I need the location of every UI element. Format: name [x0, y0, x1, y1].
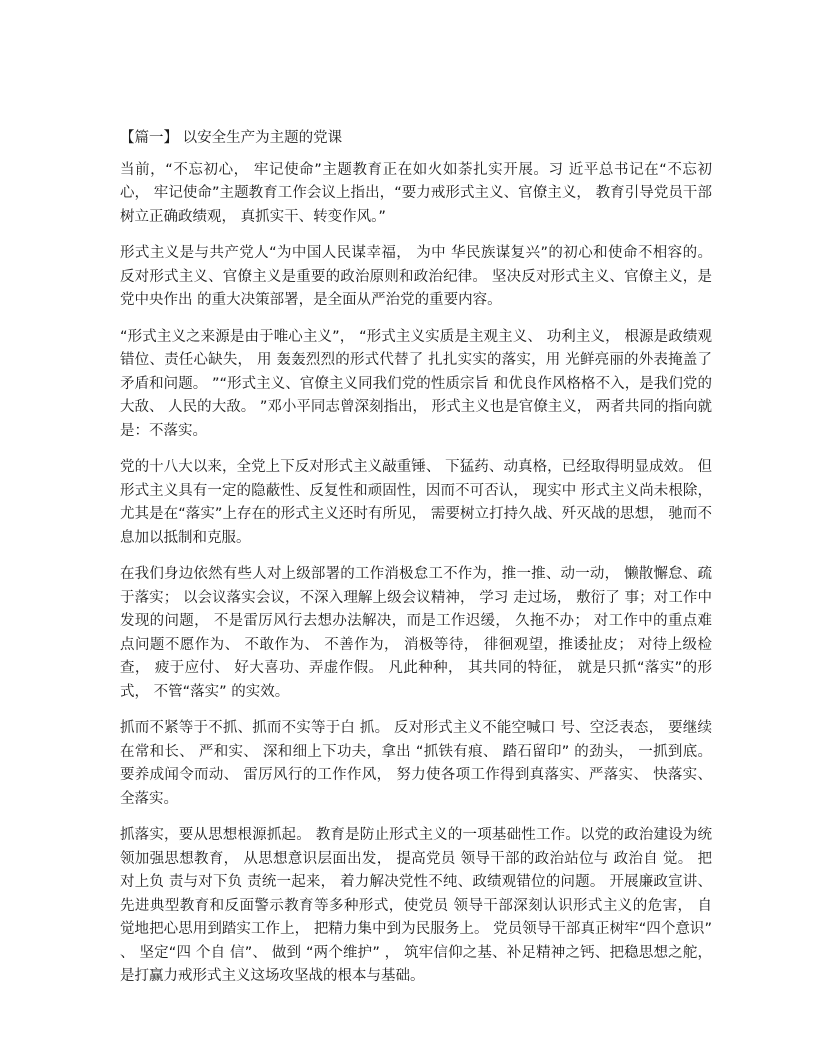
paragraph: 抓落实，要从思想根源抓起。 教育是防止形式主义的一项基础性工作。以党的政治建设为统领加强思想教育， 从思想意识层面出发， 提高党员 领导干部的政治站位与 政治自 觉。 把对上负 责与对下负 责统一起来， 着力解决党性不纯、政绩观错位的问题。 开展廉政宣讲、 先进典型教育和反面警示教育等多种形式，使党员 领导干部深刻认识形式主义的危害， 自 觉地把心思用到踏实工作上， 把精力集中到为民服务上。 党员领导干部真正树牢“四个意识” 、 坚定“四 个自 信”、 做到 “两个维护” ， 筑牢信仰之基、补足精神之钙、把稳思想之舵， 是打赢力戒形式主义这场攻坚战的根本与基础。	[120, 827, 712, 984]
document-title: 【篇一】 以安全生产为主题的党课	[120, 130, 343, 146]
document-page	[120, 127, 712, 1002]
paragraph: 形式主义是与共产党人“为中国人民谋幸福， 为中 华民族谋复兴”的初心和使命不相容的。 反对形式主义、官僚主义是重要的政治原则和政治纪律。 坚决反对形式主义、官僚主义，是党中央作出 的重大决策部署，是全面从严治党的重要内容。	[120, 245, 712, 308]
paragraph: 当前，“不忘初心， 牢记使命”主题教育正在如火如荼扎实开展。习 近平总书记在“不忘初心， 牢记使命”主题教育工作会议上指出，“要力戒形式主义、官僚主义， 教育引导党员干部树立正确政绩观， 真抓实干、转变作风。”	[120, 161, 712, 225]
paragraph: 抓而不紧等于不抓、抓而不实等于白 抓。 反对形式主义不能空喊口 号、空泛表态， 要继续在常和长、 严和实、 深和细上下功夫，拿出 “抓铁有痕、 踏石留印” 的劲头， 一抓到底。 要养成闻令而动、 雷厉风行的工作作风， 努力使各项工作得到真落实、严落实、 快落实、全落实。	[120, 720, 712, 807]
paragraph: 在我们身边依然有些人对上级部署的工作消极怠工不作为，推一推、动一动， 懒散懈怠、疏于落实； 以会议落实会议，不深入理解上级会议精神， 学习 走过场， 敷衍了 事；对工作中发现的问题， 不是雷厉风行去想办法解决，而是工作迟缓， 久拖不办； 对工作中的重点难点问题不愿作为、 不敢作为、 不善作为， 消极等待， 徘徊观望，推诿扯皮； 对待上级检查， 疲于应付、 好大喜功、弄虚作假。 凡此种种， 其共同的特征， 就是只抓“落实”的形式， 不管“落实” 的实效。	[120, 566, 712, 700]
paragraph: 党的十八大以来，全党上下反对形式主义敲重锤、 下猛药、动真格，已经取得明显成效。 但形式主义具有一定的隐蔽性、反复性和顽固性，因而不可否认， 现实中 形式主义尚未根除，尤其是在“落实”上存在的形式主义还时有所见， 需要树立打持久战、歼灭战的思想， 驰而不息加以抵制和克服。	[120, 459, 712, 546]
paragraph: “形式主义之来源是由于唯心主义”， “形式主义实质是主观主义、 功利主义， 根源是政绩观错位、责任心缺失， 用 轰轰烈烈的形式代替了 扎扎实实的落实，用 光鲜亮丽的外表掩盖了 矛盾和问题。 ”“形式主义、官僚主义同我们党的性质宗旨 和优良作风格格不入，是我们党的大敌、 人民的大敌。 ”邓小平同志曾深刻指出， 形式主义也是官僚主义， 两者共同的指向就是：不落实。	[120, 328, 712, 439]
